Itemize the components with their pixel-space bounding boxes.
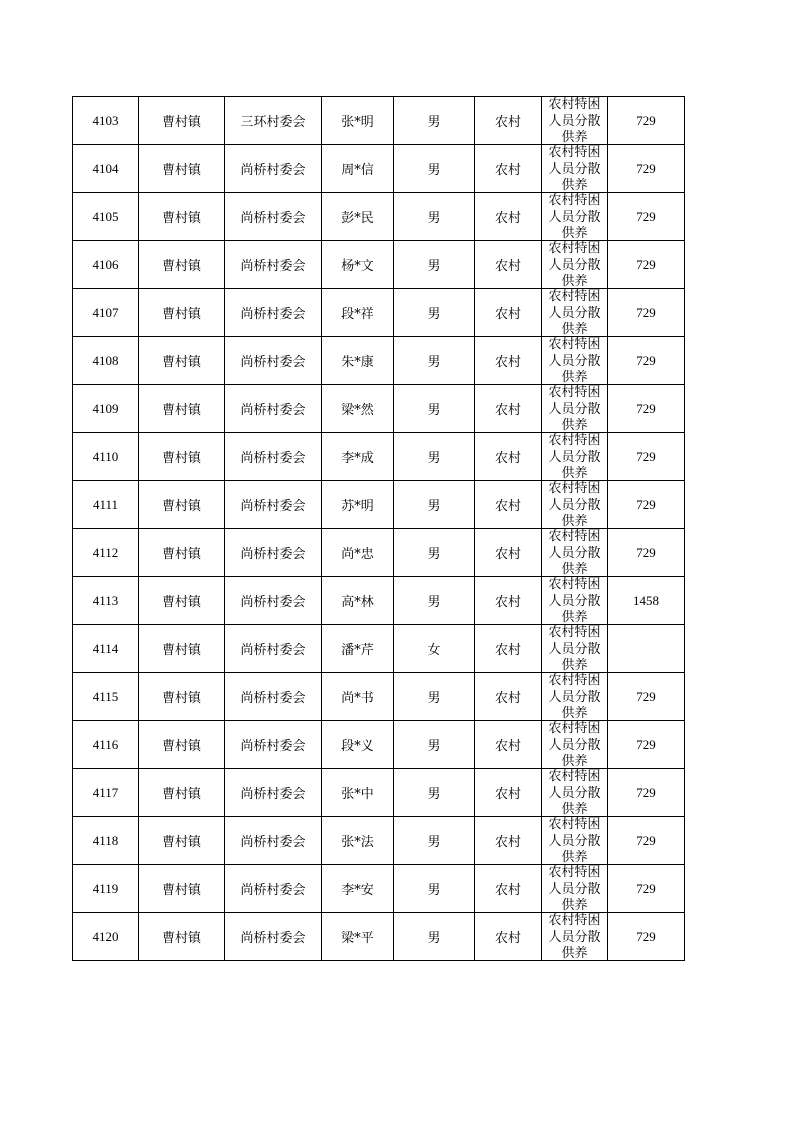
- table-row: [73, 721, 685, 769]
- row-gender-cell: 男: [394, 289, 475, 337]
- table-row: [73, 673, 685, 721]
- row-area-cell: 农村: [475, 817, 542, 865]
- row-name-cell: 李*成: [322, 433, 394, 481]
- row-category-text: 农村特困人员分散供养: [548, 337, 601, 384]
- table-row: [73, 193, 685, 241]
- row-id-cell: 4118: [73, 817, 139, 865]
- row-category-text: 农村特困人员分散供养: [548, 913, 601, 960]
- row-gender-cell: 男: [394, 481, 475, 529]
- row-area-cell: 农村: [475, 529, 542, 577]
- row-town-cell: 曹村镇: [139, 289, 225, 337]
- row-category-cell: [542, 241, 608, 289]
- row-area-cell: 农村: [475, 481, 542, 529]
- row-category-cell: [542, 433, 608, 481]
- row-gender-cell: 男: [394, 241, 475, 289]
- row-category-text: 农村特困人员分散供养: [548, 289, 601, 336]
- row-name-cell: 段*义: [322, 721, 394, 769]
- row-gender-cell: 男: [394, 385, 475, 433]
- row-id-cell: 4106: [73, 241, 139, 289]
- row-category-cell: [542, 865, 608, 913]
- row-name-cell: 高*林: [322, 577, 394, 625]
- row-category-cell: [542, 577, 608, 625]
- row-town-cell: 曹村镇: [139, 769, 225, 817]
- row-gender-cell: 男: [394, 433, 475, 481]
- row-amount-cell: 729: [608, 529, 685, 577]
- row-village-cell: 尚桥村委会: [225, 145, 322, 193]
- row-village-cell: 尚桥村委会: [225, 865, 322, 913]
- row-category-cell: [542, 193, 608, 241]
- row-town-cell: 曹村镇: [139, 337, 225, 385]
- row-category-cell: [542, 481, 608, 529]
- row-category-cell: [542, 673, 608, 721]
- row-village-cell: 尚桥村委会: [225, 625, 322, 673]
- row-amount-cell: 729: [608, 337, 685, 385]
- row-id-cell: 4115: [73, 673, 139, 721]
- row-amount-cell: 729: [608, 241, 685, 289]
- row-village-cell: 尚桥村委会: [225, 289, 322, 337]
- row-amount-cell: 729: [608, 817, 685, 865]
- row-category-text: 农村特困人员分散供养: [548, 529, 601, 576]
- row-area-cell: 农村: [475, 721, 542, 769]
- row-area-cell: 农村: [475, 913, 542, 961]
- row-area-cell: 农村: [475, 337, 542, 385]
- row-amount-cell: 729: [608, 721, 685, 769]
- row-gender-cell: 男: [394, 577, 475, 625]
- row-gender-cell: 男: [394, 97, 475, 145]
- row-area-cell: 农村: [475, 241, 542, 289]
- row-area-cell: 农村: [475, 97, 542, 145]
- row-amount-cell: 729: [608, 769, 685, 817]
- row-category-cell: [542, 289, 608, 337]
- row-id-cell: 4120: [73, 913, 139, 961]
- row-amount-cell: 729: [608, 289, 685, 337]
- row-gender-cell: 男: [394, 769, 475, 817]
- table-row: [73, 145, 685, 193]
- row-village-cell: 尚桥村委会: [225, 769, 322, 817]
- row-category-text: 农村特困人员分散供养: [548, 817, 601, 864]
- row-id-cell: 4116: [73, 721, 139, 769]
- row-town-cell: 曹村镇: [139, 673, 225, 721]
- row-area-cell: 农村: [475, 385, 542, 433]
- row-category-text: 农村特困人员分散供养: [548, 241, 601, 288]
- row-category-text: 农村特困人员分散供养: [548, 865, 601, 912]
- row-category-text: 农村特困人员分散供养: [548, 577, 601, 624]
- row-name-cell: 彭*民: [322, 193, 394, 241]
- table-row: [73, 241, 685, 289]
- row-category-text: 农村特困人员分散供养: [548, 769, 601, 816]
- row-name-cell: 张*中: [322, 769, 394, 817]
- row-village-cell: 尚桥村委会: [225, 433, 322, 481]
- row-village-cell: 尚桥村委会: [225, 817, 322, 865]
- row-village-cell: 尚桥村委会: [225, 241, 322, 289]
- row-amount-cell: 729: [608, 193, 685, 241]
- row-gender-cell: 男: [394, 673, 475, 721]
- row-area-cell: 农村: [475, 625, 542, 673]
- table-row: [73, 913, 685, 961]
- row-id-cell: 4108: [73, 337, 139, 385]
- row-area-cell: 农村: [475, 433, 542, 481]
- row-name-cell: 周*信: [322, 145, 394, 193]
- row-name-cell: 张*法: [322, 817, 394, 865]
- row-village-cell: 尚桥村委会: [225, 913, 322, 961]
- row-category-cell: [542, 97, 608, 145]
- row-amount-cell: 729: [608, 97, 685, 145]
- row-amount-cell: 729: [608, 385, 685, 433]
- row-category-text: 农村特困人员分散供养: [548, 145, 601, 192]
- row-town-cell: 曹村镇: [139, 721, 225, 769]
- row-village-cell: 尚桥村委会: [225, 193, 322, 241]
- row-town-cell: 曹村镇: [139, 385, 225, 433]
- row-gender-cell: 男: [394, 865, 475, 913]
- row-town-cell: 曹村镇: [139, 433, 225, 481]
- row-town-cell: 曹村镇: [139, 145, 225, 193]
- row-area-cell: 农村: [475, 865, 542, 913]
- table-row: [73, 577, 685, 625]
- row-town-cell: 曹村镇: [139, 529, 225, 577]
- row-town-cell: 曹村镇: [139, 241, 225, 289]
- row-amount-cell: 729: [608, 865, 685, 913]
- table-row: [73, 769, 685, 817]
- row-category-text: 农村特困人员分散供养: [548, 625, 601, 672]
- row-gender-cell: 男: [394, 529, 475, 577]
- row-id-cell: 4107: [73, 289, 139, 337]
- row-id-cell: 4119: [73, 865, 139, 913]
- table-row: [73, 817, 685, 865]
- table-row: [73, 865, 685, 913]
- row-category-cell: [542, 769, 608, 817]
- row-town-cell: 曹村镇: [139, 193, 225, 241]
- row-id-cell: 4105: [73, 193, 139, 241]
- row-category-text: 农村特困人员分散供养: [548, 673, 601, 720]
- row-name-cell: 尚*忠: [322, 529, 394, 577]
- row-amount-cell: 729: [608, 913, 685, 961]
- row-town-cell: 曹村镇: [139, 817, 225, 865]
- row-name-cell: 段*祥: [322, 289, 394, 337]
- row-gender-cell: 男: [394, 337, 475, 385]
- row-gender-cell: 男: [394, 193, 475, 241]
- row-village-cell: 三环村委会: [225, 97, 322, 145]
- row-town-cell: 曹村镇: [139, 625, 225, 673]
- row-category-cell: [542, 625, 608, 673]
- row-village-cell: 尚桥村委会: [225, 529, 322, 577]
- row-id-cell: 4113: [73, 577, 139, 625]
- table-row: [73, 97, 685, 145]
- row-amount-cell: 1458: [608, 577, 685, 625]
- row-category-text: 农村特困人员分散供养: [548, 721, 601, 768]
- row-amount-cell: [608, 625, 685, 673]
- row-id-cell: 4114: [73, 625, 139, 673]
- row-area-cell: 农村: [475, 193, 542, 241]
- row-id-cell: 4109: [73, 385, 139, 433]
- row-area-cell: 农村: [475, 673, 542, 721]
- table-row: [73, 337, 685, 385]
- row-category-cell: [542, 913, 608, 961]
- row-town-cell: 曹村镇: [139, 97, 225, 145]
- row-category-cell: [542, 817, 608, 865]
- row-category-cell: [542, 385, 608, 433]
- row-category-cell: [542, 337, 608, 385]
- row-village-cell: 尚桥村委会: [225, 673, 322, 721]
- records-body: [73, 97, 685, 961]
- row-name-cell: 尚*书: [322, 673, 394, 721]
- row-village-cell: 尚桥村委会: [225, 385, 322, 433]
- table-row: [73, 625, 685, 673]
- row-area-cell: 农村: [475, 289, 542, 337]
- row-category-text: 农村特困人员分散供养: [548, 97, 601, 144]
- row-village-cell: 尚桥村委会: [225, 577, 322, 625]
- row-category-cell: [542, 721, 608, 769]
- row-town-cell: 曹村镇: [139, 481, 225, 529]
- row-amount-cell: 729: [608, 145, 685, 193]
- row-category-text: 农村特困人员分散供养: [548, 433, 601, 480]
- row-category-text: 农村特困人员分散供养: [548, 481, 601, 528]
- row-area-cell: 农村: [475, 769, 542, 817]
- row-name-cell: 张*明: [322, 97, 394, 145]
- row-town-cell: 曹村镇: [139, 865, 225, 913]
- row-gender-cell: 男: [394, 913, 475, 961]
- row-village-cell: 尚桥村委会: [225, 481, 322, 529]
- row-town-cell: 曹村镇: [139, 577, 225, 625]
- row-category-cell: [542, 529, 608, 577]
- table-row: [73, 529, 685, 577]
- row-area-cell: 农村: [475, 145, 542, 193]
- row-id-cell: 4111: [73, 481, 139, 529]
- row-gender-cell: 男: [394, 721, 475, 769]
- row-id-cell: 4110: [73, 433, 139, 481]
- row-name-cell: 苏*明: [322, 481, 394, 529]
- row-gender-cell: 男: [394, 145, 475, 193]
- row-area-cell: 农村: [475, 577, 542, 625]
- row-name-cell: 杨*文: [322, 241, 394, 289]
- table-row: [73, 289, 685, 337]
- row-name-cell: 梁*然: [322, 385, 394, 433]
- row-name-cell: 李*安: [322, 865, 394, 913]
- row-name-cell: 朱*康: [322, 337, 394, 385]
- row-name-cell: 梁*平: [322, 913, 394, 961]
- row-category-text: 农村特困人员分散供养: [548, 193, 601, 240]
- row-name-cell: 潘*芹: [322, 625, 394, 673]
- table-row: [73, 433, 685, 481]
- row-id-cell: 4117: [73, 769, 139, 817]
- row-amount-cell: 729: [608, 481, 685, 529]
- table-row: [73, 481, 685, 529]
- row-category-text: 农村特困人员分散供养: [548, 385, 601, 432]
- row-gender-cell: 男: [394, 817, 475, 865]
- row-town-cell: 曹村镇: [139, 913, 225, 961]
- row-amount-cell: 729: [608, 433, 685, 481]
- row-village-cell: 尚桥村委会: [225, 721, 322, 769]
- row-village-cell: 尚桥村委会: [225, 337, 322, 385]
- row-id-cell: 4104: [73, 145, 139, 193]
- row-id-cell: 4112: [73, 529, 139, 577]
- row-amount-cell: 729: [608, 673, 685, 721]
- row-id-cell: 4103: [73, 97, 139, 145]
- row-category-cell: [542, 145, 608, 193]
- records-table: [72, 96, 685, 961]
- row-gender-cell: 女: [394, 625, 475, 673]
- table-row: [73, 385, 685, 433]
